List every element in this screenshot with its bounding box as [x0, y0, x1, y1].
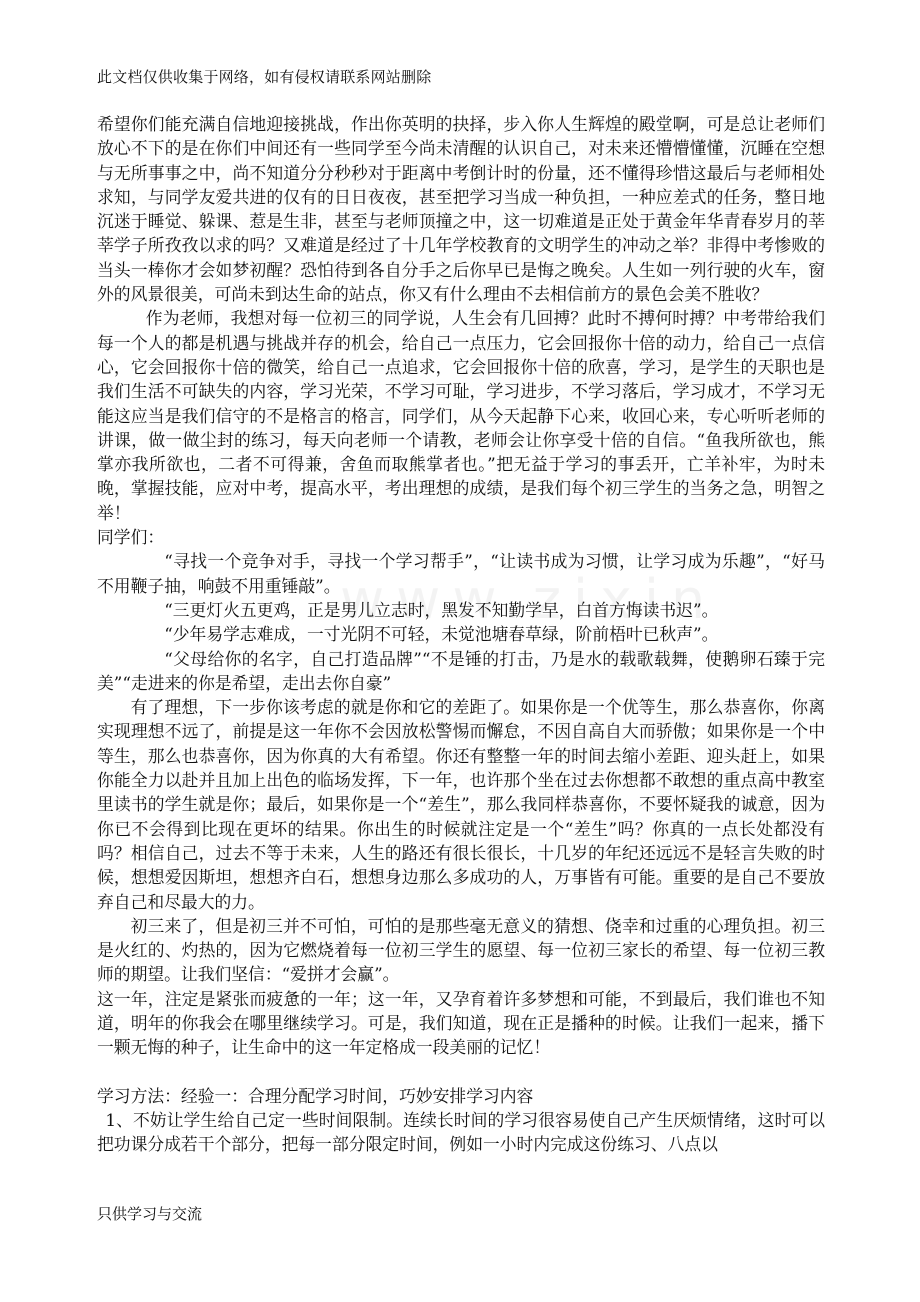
paragraph-hope: 希望你们能充满自信地迎接挑战，作出你英明的抉择，步入你人生辉煌的殿堂啊，可是总让老师们放心不下的是在你们中间还有一些同学至今尚未清醒的认识自己，对未来还懵懵懂懂，沉睡在空想与无所事事之中，尚不知道分分秒秒对于距离中考倒计时的份量，还不懂得珍惜这最后与老师相处求知，与同学友爱共进的仅有的日日夜夜，甚至把学习当成一种负担，一种应差式的任务，整日地沉迷于睡觉、躲课、惹是生非，甚至与老师顶撞之中，这一切难道是正处于黄金年华青春岁月的莘莘学子所孜孜以求的吗？又难道是经过了十几年学校教育的文明学生的冲动之举？非得中考惨败的当头一棒你才会如梦初醒？恐怕待到各自分手之后你早已是悔之晚矣。人生如一列行驶的火车，窗外的风景很美，可尚未到达生命的站点，你又有什么理由不去相信前方的景色会美不胜收？	[97, 114, 825, 305]
paragraph-spacer	[97, 1060, 825, 1084]
quote-youth: “少年易学志难成，一寸光阴不可轻，未觉池塘春草绿，阶前梧叶已秋声”。	[164, 624, 719, 645]
footer-note: 只供学习与交流	[97, 1205, 203, 1223]
paragraph-method-one: 1、不妨让学生给自己定一些时间限制。连续长时间的学习很容易使自己产生厌烦情绪，这时可以把功课分成若干个部分，把每一部分限定时间，例如一小时内完成这份练习、八点以	[97, 1109, 825, 1155]
paragraph-grade-nine: 初三来了，但是初三并不可怕，可怕的是那些毫无意义的猜想、侥幸和过重的心理负担。初三是火红的、灼热的，因为它燃烧着每一位初三学生的愿望、每一位初三家长的希望、每一位初三教师的期望。让我们坚信：“爱拼才会赢”。	[97, 915, 825, 985]
quote-lamp: “三更灯火五更鸡，正是男儿立志时，黑发不知勤学早，白首方悔读书迟”。	[164, 599, 719, 620]
quote-parents: “父母给你的名字，自己打造品牌”“不是锤的打击，乃是水的载歌载舞，使鹅卵石臻于完美”“走进来的你是希望，走出去你自豪”	[97, 648, 825, 693]
paragraph-this-year: 这一年，注定是紧张而疲惫的一年；这一年，又孕育着许多梦想和可能，不到最后，我们谁也不知道，明年的你我会在哪里继续学习。可是，我们知道，现在正是播种的时候。让我们一起来，播下一颗无悔的种子，让生命中的这一年定格成一段美丽的记忆！	[97, 988, 825, 1058]
quote-competitor: “寻找一个竞争对手，寻找一个学习帮手”，“让读书成为习惯，让学习成为乐趣”，“好马不用鞭子抽，响鼓不用重锤敲”。	[97, 551, 825, 596]
section-heading-study-methods: 学习方法：经验一：合理分配学习时间，巧妙安排学习内容	[97, 1085, 534, 1106]
paragraph-ideal-gap: 有了理想，下一步你该考虑的就是你和它的差距了。如果你是一个优等生，那么恭喜你，你离实现理想不远了，前提是这一年你不会因放松警惕而懈怠，不因自高自大而骄傲；如果你是一个中等生，那么也恭喜你，因为你真的大有希望。你还有整整一年的时间去缩小差距、迎头赶上，如果你能全力以赴并且加上出色的临场发挥，下一年，也许那个坐在过去你想都不敢想的重点高中教室里读书的学生就是你；最后，如果你是一个“差生”，那么我同样恭喜你，不要怀疑我的诚意，因为你已不会得到比现在更坏的结果。你出生的时候就注定是一个“差生”吗？你真的一点长处都没有吗？相信自己，过去不等于未来，人生的路还有很长很长，十几岁的年纪还远远不是轻言失败的时候，想想爱因斯坦，想想齐白石，想想身边那么多成功的人，万事皆有可能。重要的是自己不要放弃自己和尽最大的力。	[97, 697, 825, 912]
paragraph-salutation: 同学们：	[97, 527, 165, 548]
document-body	[97, 112, 825, 1156]
paragraph-teacher-message: 作为老师，我想对每一位初三的同学说，人生会有几回搏？此时不搏何时搏？中考带给我们每一个人的都是机遇与挑战并存的机会，给自己一点压力，它会回报你十倍的动力，给自己一点信心，它会回报你十倍的微笑，给自己一点追求，它会回报你十倍的欣喜，学习，是学生的天职也是我们生活不可缺失的内容，学习光荣，不学习可耻，学习进步，不学习落后，学习成才，不学习无能这应当是我们信守的不是格言的格言，同学们，从今天起静下心来，收回心来，专心听听老师的讲课，做一做尘封的练习，每天向老师一个请教，老师会让你享受十倍的自信。“鱼我所欲也，熊掌亦我所欲也，二者不可得兼，舍鱼而取熊掌者也。”把无益于学习的事丢开，亡羊补牢，为时未晚，掌握技能，应对中考，提高水平，考出理想的成绩，是我们每个初三学生的当务之急，明智之举！	[97, 308, 825, 523]
header-disclaimer: 此文档仅供收集于网络，如有侵权请联系网站删除	[97, 68, 432, 86]
